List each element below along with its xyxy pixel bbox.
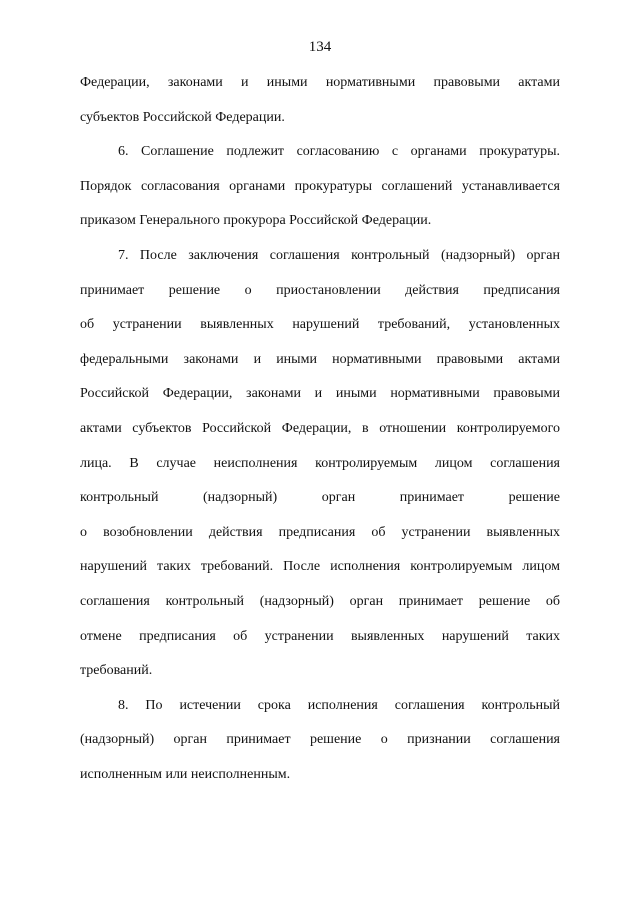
text-line: исполненным или неисполненным.: [80, 766, 291, 782]
text-line: 6. Соглашение подлежит согласованию с органами прокуратуры.: [118, 144, 560, 160]
paragraph-item-8: [80, 689, 560, 793]
text-line: требований.: [80, 663, 153, 679]
text-line: федеральными законами и иными нормативными правовыми актами: [80, 351, 560, 367]
text-line: соглашения контрольный (надзорный) орган принимает решение об: [80, 593, 560, 609]
document-body: [80, 66, 560, 792]
text-line: об устранении выявленных нарушений требований, установленных: [80, 317, 560, 333]
text-line: Российской Федерации, законами и иными нормативными правовыми: [80, 386, 560, 402]
text-line: 7. После заключения соглашения контрольный (надзорный) орган: [118, 247, 560, 263]
text-line: Федерации, законами и иными нормативными правовыми актами: [80, 75, 560, 90]
text-line: приказом Генерального прокурора Российской Федерации.: [80, 213, 432, 229]
text-line: 8. По истечении срока исполнения соглашения контрольный: [118, 697, 560, 713]
paragraph-item-6: [80, 135, 560, 239]
paragraph-continuation: [80, 66, 560, 135]
text-line: отмене предписания об устранении выявленных нарушений таких: [80, 628, 560, 644]
page-number: 134: [308, 39, 332, 55]
text-line: контрольный (надзорный) орган принимает решение: [80, 490, 560, 506]
text-line: нарушений таких требований. После исполнения контролируемым лицом: [80, 559, 560, 575]
text-line: лица. В случае неисполнения контролируемым лицом соглашения: [80, 455, 560, 471]
text-line: (надзорный) орган принимает решение о признании соглашения: [80, 732, 560, 748]
paragraph-item-7: [80, 239, 560, 689]
text-line: субъектов Российской Федерации.: [80, 109, 285, 125]
text-line: о возобновлении действия предписания об устранении выявленных: [80, 524, 560, 540]
text-line: актами субъектов Российской Федерации, в отношении контролируемого: [80, 420, 560, 436]
text-line: Порядок согласования органами прокуратуры соглашений устанавливается: [80, 178, 560, 194]
text-line: принимает решение о приостановлении действия предписания: [80, 282, 560, 298]
